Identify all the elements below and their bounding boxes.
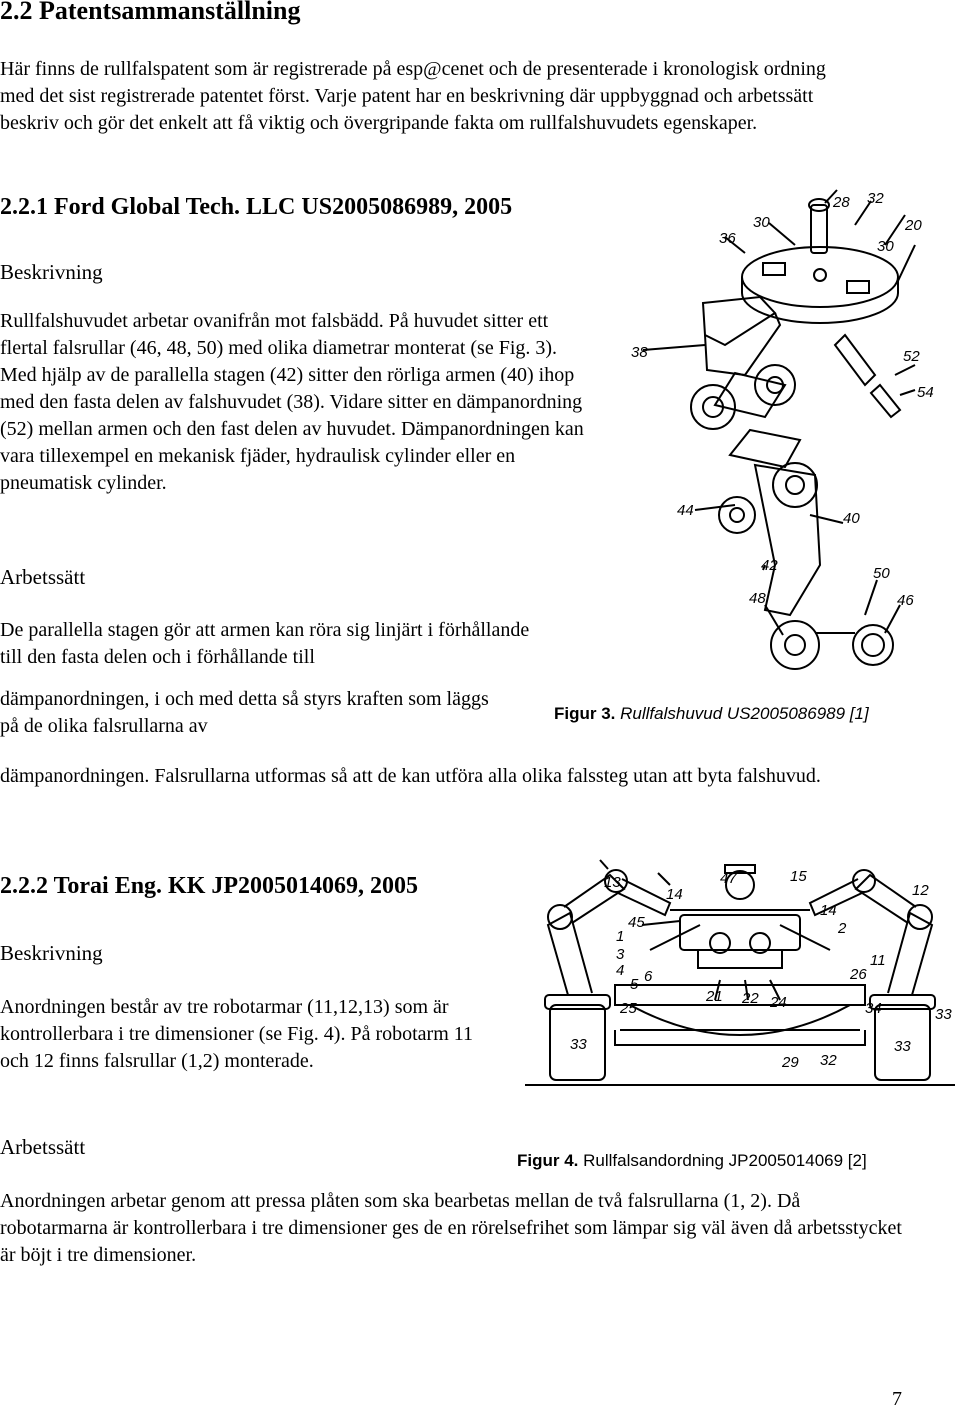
patent1-work-text-2: dämpanordningen, i och med detta så styrs kraften som läggs på de olika falsrullarna av bbox=[0, 688, 489, 737]
figure4-label: 3 bbox=[616, 946, 625, 963]
figure3-label: 54 bbox=[917, 384, 934, 401]
page-number: 7 bbox=[892, 1388, 902, 1410]
figure4-label: 24 bbox=[770, 994, 787, 1011]
figure4-label: 33 bbox=[894, 1038, 911, 1055]
figure4-label: 14 bbox=[820, 902, 837, 919]
figure4-label: 22 bbox=[742, 990, 759, 1007]
figure4-label: 15 bbox=[790, 868, 807, 885]
figure3-label: 46 bbox=[897, 592, 914, 609]
figure4-label: 1 bbox=[616, 928, 625, 945]
figure3-label: 38 bbox=[631, 344, 648, 361]
figure3-label: 52 bbox=[903, 348, 920, 365]
figure4-label: 11 bbox=[870, 952, 886, 969]
figure4-label: 32 bbox=[820, 1052, 837, 1069]
section-title: 2.2 Patentsammanställning bbox=[0, 0, 301, 25]
figure3-caption-text: Rullfalshuvud US2005086989 [1] bbox=[620, 704, 869, 723]
figure4-label: 33 bbox=[570, 1036, 587, 1053]
figure3-label: 36 bbox=[719, 230, 736, 247]
patent1-work-text-1: De parallella stagen gör att armen kan röra sig linjärt i förhållande till den fasta delen och i förhållande till bbox=[0, 619, 530, 668]
patent1-description-label: Beskrivning bbox=[0, 260, 103, 284]
patent1-work-text-3: dämpanordningen. Falsrullarna utformas så att de kan utföra alla olika falssteg utan att byta falshuvud. bbox=[0, 765, 821, 787]
figure4-label: 34 bbox=[865, 1000, 882, 1017]
figure4-label: 4 bbox=[616, 962, 625, 979]
figure4-label: 25 bbox=[620, 1000, 637, 1017]
figure4-drawing bbox=[520, 855, 960, 1095]
figure4-label: 33 bbox=[935, 1006, 952, 1023]
figure4-caption bbox=[517, 1150, 867, 1172]
figure3-caption-label: Figur 3. bbox=[554, 704, 616, 723]
figure4-label: 21 bbox=[706, 988, 723, 1005]
patent2-work-label: Arbetssätt bbox=[0, 1135, 86, 1159]
figure4-label: 26 bbox=[850, 966, 867, 983]
figure4-label: 5 bbox=[630, 976, 639, 993]
patent1-description-text: Rullfalshuvudet arbetar ovanifrån mot falsbädd. På huvudet sitter ett flertal falsrullar (46, 48, 50) med olika diametrar monterat (se Fig. 3). Med hjälp av de parallella stagen (42) sitter den rörliga armen (40) ihop med den fasta delen av falshuvudet (38). Vidare sitter en dämpanordning (52) mellan armen och den fast delen av huvudet. Dämpanordningen kan vara tillexempel en mekanisk fjäder, hydraulisk cylinder eller en pneumatisk cylinder. bbox=[0, 310, 584, 494]
patent1-heading: 2.2.1 Ford Global Tech. LLC US2005086989, 2005 bbox=[0, 194, 513, 220]
figure3-label: 42 bbox=[761, 557, 778, 574]
figure4-label: 29 bbox=[782, 1054, 799, 1071]
intro-paragraph: Här finns de rullfalspatent som är registrerade på esp@cenet och de presenterade i kronologisk ordning med det sist registrerade patentet först. Varje patent har en beskrivning där uppbyggnad och arbetssätt beskriv och gör det enkelt att få viktig och övergripande fakta om rullfalshuvudets egenskaper. bbox=[0, 58, 826, 134]
figure3-drawing bbox=[615, 185, 960, 685]
figure3-label: 40 bbox=[843, 510, 860, 527]
patent2-description-text: Anordningen består av tre robotarmar (11,12,13) som är kontrollerbara i tre dimensioner (se Fig. 4). På robotarm 11 och 12 finns falsrullar (1,2) monterade. bbox=[0, 996, 474, 1072]
figure3-caption bbox=[554, 703, 869, 725]
figure4-label: 45 bbox=[628, 914, 645, 931]
figure3-label: 44 bbox=[677, 502, 694, 519]
figure3-label: 30 bbox=[753, 214, 770, 231]
figure3-label: 48 bbox=[749, 590, 766, 607]
figure4-label: 12 bbox=[912, 882, 929, 899]
figure3-label: 28 bbox=[833, 194, 850, 211]
figure3-label: 50 bbox=[873, 565, 890, 582]
figure4-label: 2 bbox=[838, 920, 847, 937]
figure4-caption-label: Figur 4. bbox=[517, 1151, 579, 1170]
patent1-work-label: Arbetssätt bbox=[0, 565, 86, 589]
patent2-heading: 2.2.2 Torai Eng. KK JP2005014069, 2005 bbox=[0, 873, 419, 899]
figure4-caption-text: Rullfalsandordning JP2005014069 [2] bbox=[583, 1151, 867, 1170]
patent2-description-label: Beskrivning bbox=[0, 941, 103, 965]
figure4-label: 47 bbox=[720, 870, 737, 887]
figure3-label: 20 bbox=[905, 217, 922, 234]
figure4-label: 13 bbox=[604, 874, 621, 891]
figure3-label: 30 bbox=[877, 238, 894, 255]
figure3-label: 32 bbox=[867, 190, 884, 207]
figure4-label: 14 bbox=[666, 886, 683, 903]
patent2-work-text: Anordningen arbetar genom att pressa plåten som ska bearbetas mellan de två falsrullarna (1, 2). Då robotarmarna är kontrollerbara i tre dimensioner ges de en rörelsefrihet som lämpar sig väl även då arbetsstycket är böjt i tre dimensioner. bbox=[0, 1190, 902, 1266]
figure4-label: 6 bbox=[644, 968, 653, 985]
